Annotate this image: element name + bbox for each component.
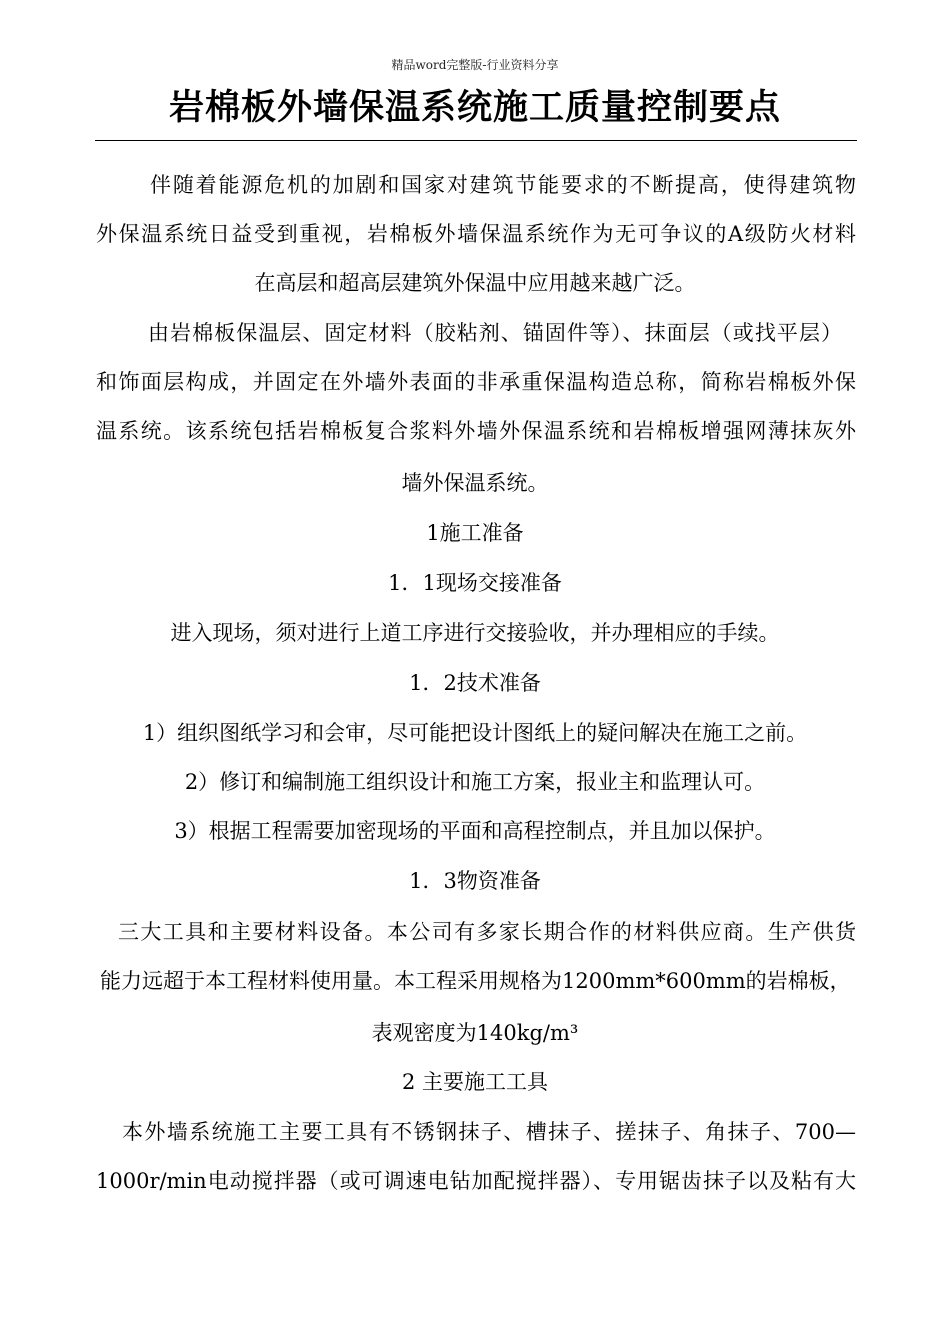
subsection-heading: 1．2技术准备 xyxy=(409,671,541,695)
paragraph-line: 本外墙系统施工主要工具有不锈钢抹子、槽抹子、搓抹子、角抹子、700— xyxy=(122,1120,856,1144)
paragraph-line: 1000r/min电动搅拌器（或可调速电钻加配搅拌器）、专用锯齿抹子以及粘有大 xyxy=(96,1169,856,1193)
paragraph-line: 墙外保温系统。 xyxy=(401,471,549,495)
paragraph-line: 外保温系统日益受到重视，岩棉板外墙保温系统作为无可争议的A级防火材料 xyxy=(96,222,856,246)
paragraph-line: 温系统。该系统包括岩棉板复合浆料外墙外保温系统和岩棉板增强网薄抹灰外 xyxy=(96,419,856,443)
document-title: 岩棉板外墙保温系统施工质量控制要点 xyxy=(168,88,781,128)
list-item: 2）修订和编制施工组织设计和施工方案，报业主和监理认可。 xyxy=(184,770,766,794)
paragraph-line: 和饰面层构成，并固定在外墙外表面的非承重保温构造总称，简称岩棉板外保 xyxy=(96,370,856,394)
list-item: 3）根据工程需要加密现场的平面和高程控制点，并且加以保护。 xyxy=(174,819,776,843)
paragraph-line: 三大工具和主要材料设备。本公司有多家长期合作的材料供应商。生产供货 xyxy=(118,920,856,944)
paragraph-line: 进入现场，须对进行上道工序进行交接验收，并办理相应的手续。 xyxy=(170,621,780,645)
paragraph-line: 表观密度为140kg/m³ xyxy=(371,1021,579,1045)
paragraph-line: 伴随着能源危机的加剧和国家对建筑节能要求的不断提高，使得建筑物 xyxy=(150,173,856,197)
paragraph-line: 由岩棉板保温层、固定材料（胶粘剂、锚固件等）、抹面层（或找平层） xyxy=(148,321,842,345)
subsection-heading: 1．1现场交接准备 xyxy=(388,571,562,595)
paragraph-line: 在高层和超高层建筑外保温中应用越来越广泛。 xyxy=(254,271,696,295)
list-item: 1）组织图纸学习和会审，尽可能把设计图纸上的疑问解决在施工之前。 xyxy=(142,721,808,745)
paragraph-line: 能力远超于本工程材料使用量。本工程采用规格为1200mm*600mm的岩棉板， xyxy=(100,969,851,993)
header-note: 精品word完整版-行业资料分享 xyxy=(391,58,559,72)
subsection-heading: 1．3物资准备 xyxy=(409,869,541,893)
section-heading: 1施工准备 xyxy=(426,521,524,545)
section-heading: 2 主要施工工具 xyxy=(401,1070,549,1094)
title-divider xyxy=(95,140,857,141)
